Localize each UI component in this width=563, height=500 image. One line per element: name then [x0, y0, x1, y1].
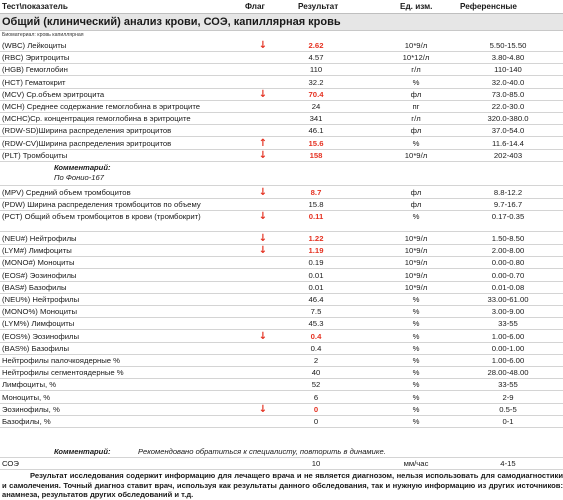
row-reference: 110-140	[494, 65, 522, 75]
comment-label: Комментарий:	[54, 447, 111, 456]
row-result: 15.6	[308, 138, 324, 148]
row-reference: 3.00-9.00	[491, 307, 525, 317]
row-unit: %	[412, 355, 420, 365]
row-result: 40	[311, 368, 321, 378]
table-row	[0, 211, 563, 232]
row-reference: 0.17-0.35	[491, 212, 525, 222]
comment-text: По Фонио-167	[54, 173, 104, 182]
row-test-name: (HCT) Гематокрит	[2, 77, 66, 87]
row-reference: 37.0-54.0	[491, 126, 525, 136]
row-unit: 10*9/л	[404, 282, 428, 292]
table-row	[0, 379, 563, 391]
row-result: 46.1	[308, 126, 324, 136]
row-result: 2.62	[308, 41, 324, 50]
header-flag: Флаг	[245, 2, 265, 11]
table-row	[0, 150, 563, 162]
row-result: 0.4	[310, 331, 322, 341]
arrow-down-icon: ↓	[258, 88, 268, 100]
row-result: 0.01	[308, 270, 324, 280]
row-unit: фл	[410, 200, 422, 210]
row-reference: 3.80-4.80	[491, 53, 525, 63]
row-test-name: (PDW) Ширина распределения тромбоцитов по объему	[2, 200, 201, 210]
row-reference: 73.0-85.0	[491, 89, 525, 99]
table-row	[0, 367, 563, 379]
row-test-name: (HGB) Гемоглобин	[2, 65, 68, 75]
table-row	[0, 233, 563, 245]
row-result: 15.8	[308, 200, 324, 210]
row-result: 45.3	[308, 319, 324, 329]
row-unit: 10*9/л	[404, 270, 428, 280]
row-unit: %	[412, 212, 420, 222]
table-row	[0, 113, 563, 125]
analysis-title: Общий (клинический) анализ крови, СОЭ, капиллярная кровь	[0, 14, 563, 31]
table-row	[0, 187, 563, 199]
arrow-up-icon: ↑	[258, 137, 268, 149]
row-result: 0.19	[308, 258, 324, 268]
table-row	[0, 318, 563, 330]
table-row	[0, 404, 563, 416]
row-test-name: (MCHC)Ср. концентрация гемоглобина в эритроците	[2, 114, 191, 124]
arrow-down-icon: ↓	[258, 187, 268, 198]
table-row	[0, 294, 563, 306]
row-unit: %	[412, 77, 420, 87]
row-unit: фл	[410, 89, 422, 99]
row-reference: 9.7-16.7	[493, 200, 523, 210]
row-unit: г/л	[411, 114, 421, 124]
row-reference: 22.0-30.0	[491, 102, 525, 111]
table-row	[0, 257, 563, 269]
row-test-name: (RDW-SD)Ширина распределения эритроцитов	[2, 126, 172, 136]
row-unit: %	[412, 404, 420, 414]
header-ref: Референсные	[460, 2, 517, 11]
row-result: 10	[311, 459, 321, 468]
row-unit: %	[412, 343, 420, 353]
row-unit: мм/час	[403, 459, 429, 468]
table-row	[0, 138, 563, 150]
row-reference: 33.00-61.00	[487, 294, 529, 304]
row-result: 4.57	[308, 53, 324, 63]
row-reference: 8.8-12.2	[493, 188, 523, 197]
row-unit: %	[412, 331, 420, 341]
row-reference: 33-55	[498, 319, 518, 329]
row-test-name: (NEU#) Нейтрофилы	[2, 233, 77, 243]
arrow-down-icon: ↓	[258, 245, 268, 257]
row-reference: 33-55	[498, 380, 518, 390]
row-reference: 0.01-0.08	[491, 282, 525, 292]
row-reference: 4-15	[500, 459, 516, 468]
row-reference: 0.5-5	[499, 404, 517, 414]
row-unit: фл	[410, 126, 422, 136]
row-test-name: (NEU%) Нейтрофилы	[2, 294, 80, 304]
row-unit: %	[412, 138, 420, 148]
arrow-down-icon: ↓	[258, 149, 268, 161]
row-reference: 202-403	[493, 150, 523, 160]
header-unit: Ед. изм.	[400, 2, 433, 11]
row-reference: 28.00-48.00	[487, 368, 529, 378]
table-row	[0, 343, 563, 355]
row-reference: 0-1	[502, 416, 514, 426]
row-unit: %	[412, 368, 420, 378]
row-reference: 1.00-6.00	[491, 355, 525, 365]
row-test-name: (MONO#) Моноциты	[2, 258, 75, 268]
row-result: 0.11	[308, 212, 324, 222]
row-test-name: (MCH) Среднее содержание гемоглобина в эритроците	[2, 102, 201, 111]
row-reference: 320.0-380.0	[487, 114, 529, 124]
table-row	[0, 64, 563, 76]
row-result: 1.22	[308, 233, 324, 243]
row-result: 52	[311, 380, 321, 390]
row-result: 8.7	[310, 188, 322, 197]
biomaterial-note: Биоматериал: кровь капиллярная	[2, 32, 84, 38]
row-test-name: (PCT) Общий объем тромбоцитов в крови (тромбокрит)	[2, 212, 201, 222]
row-test-name: Лимфоциты, %	[2, 380, 57, 390]
header-name: Тест\показатель	[2, 2, 68, 11]
row-test-name: СОЭ	[2, 459, 19, 468]
row-result: 341	[309, 114, 323, 124]
table-row	[0, 125, 563, 137]
row-unit: %	[412, 319, 420, 329]
row-test-name: (BAS#) Базофилы	[2, 282, 67, 292]
row-result: 6	[313, 392, 319, 402]
table-row	[0, 416, 563, 428]
row-unit: 10*9/л	[404, 246, 428, 256]
row-unit: %	[412, 416, 420, 426]
table-row	[0, 77, 563, 89]
row-unit: г/л	[411, 65, 421, 75]
row-test-name: Нейтрофилы палочкоядерные %	[2, 355, 121, 365]
row-test-name: (EOS#) Эозинофилы	[2, 270, 77, 280]
arrow-down-icon: ↓	[258, 232, 268, 244]
row-result: 158	[309, 150, 323, 160]
table-row	[0, 245, 563, 257]
row-reference: 2.00-8.00	[491, 246, 525, 256]
arrow-down-icon: ↓	[258, 211, 268, 223]
disclaimer-text: Результат исследования содержит информацию для лечащего врача и не является диагнозом, нельзя использовать для самодиагностики и самолечения. Точный диагноз ставит врач, используя как результаты данного обследования, так и нужную информацию из других источников: анамнеза, результатов других обследований и т.д.	[2, 471, 563, 500]
row-test-name: (MPV) Средний объем тромбоцитов	[2, 188, 131, 197]
table-row	[0, 270, 563, 282]
comment-block-2	[0, 446, 563, 458]
table-row	[0, 282, 563, 294]
row-unit: %	[412, 294, 420, 304]
arrow-down-icon: ↓	[258, 40, 268, 51]
row-test-name: (MCV) Ср.объем эритроцита	[2, 89, 105, 99]
row-reference: 5.50-15.50	[489, 41, 527, 50]
row-result: 7.5	[310, 307, 322, 317]
row-unit: 10*9/л	[404, 150, 428, 160]
row-test-name: (RDW-CV)Ширина распределения эритроцитов	[2, 138, 172, 148]
comment-text: Рекомендовано обратиться к специалисту, повторить в динамике.	[138, 447, 386, 456]
table-row	[0, 392, 563, 404]
row-test-name: Эозинофилы, %	[2, 404, 60, 414]
row-unit: %	[412, 380, 420, 390]
row-unit: %	[412, 307, 420, 317]
row-result: 0	[313, 404, 319, 414]
row-reference: 1.50-8.50	[491, 233, 525, 243]
row-unit: 10*9/л	[404, 233, 428, 243]
arrow-down-icon: ↓	[258, 403, 268, 415]
comment-label: Комментарий:	[54, 163, 111, 172]
comment-block-1	[0, 162, 563, 186]
row-test-name: (LYM#) Лимфоциты	[2, 246, 72, 256]
row-test-name: Нейтрофилы сегментоядерные %	[2, 368, 124, 378]
row-result: 110	[309, 65, 323, 75]
row-reference: 32.0-40.0	[491, 77, 525, 87]
row-test-name: (LYM%) Лимфоциты	[2, 319, 75, 329]
row-test-name: (MONO%) Моноциты	[2, 307, 78, 317]
row-reference: 1.00-6.00	[491, 331, 525, 341]
header-result: Результат	[298, 2, 339, 11]
row-result: 32.2	[308, 77, 324, 87]
table-row	[0, 306, 563, 318]
row-unit: фл	[410, 188, 422, 197]
table-row	[0, 199, 563, 211]
row-result: 24	[311, 102, 321, 111]
row-result: 46.4	[308, 294, 324, 304]
row-test-name: Базофилы, %	[2, 416, 51, 426]
table-row	[0, 458, 563, 470]
table-row	[0, 40, 563, 52]
row-result: 70.4	[308, 89, 324, 99]
row-test-name: Моноциты, %	[2, 392, 51, 402]
row-unit: пг	[412, 102, 420, 111]
row-reference: 0.00-0.80	[491, 258, 525, 268]
table-row	[0, 101, 563, 113]
row-result: 0	[313, 416, 319, 426]
row-unit: 10*9/л	[404, 258, 428, 268]
row-result: 1.19	[308, 246, 324, 256]
row-test-name: (RBC) Эритроциты	[2, 53, 70, 63]
table-row	[0, 52, 563, 64]
row-test-name: (BAS%) Базофилы	[2, 343, 70, 353]
row-test-name: (EOS%) Эозинофилы	[2, 331, 80, 341]
row-unit: 10*12/л	[402, 53, 430, 63]
table-row	[0, 89, 563, 101]
row-reference: 0.00-0.70	[491, 270, 525, 280]
row-reference: 0.00-1.00	[491, 343, 525, 353]
table-header	[0, 0, 563, 14]
table-row	[0, 355, 563, 367]
table-row	[0, 331, 563, 343]
arrow-down-icon: ↓	[258, 330, 268, 342]
row-test-name: (WBC) Лейкоциты	[2, 41, 67, 50]
row-reference: 2-9	[502, 392, 514, 402]
row-unit: 10*9/л	[404, 41, 428, 50]
row-unit: %	[412, 392, 420, 402]
row-result: 0.4	[310, 343, 322, 353]
row-result: 0.01	[308, 282, 324, 292]
row-test-name: (PLT) Тромбоциты	[2, 150, 68, 160]
row-result: 2	[313, 355, 319, 365]
row-reference: 11.6-14.4	[492, 138, 524, 148]
